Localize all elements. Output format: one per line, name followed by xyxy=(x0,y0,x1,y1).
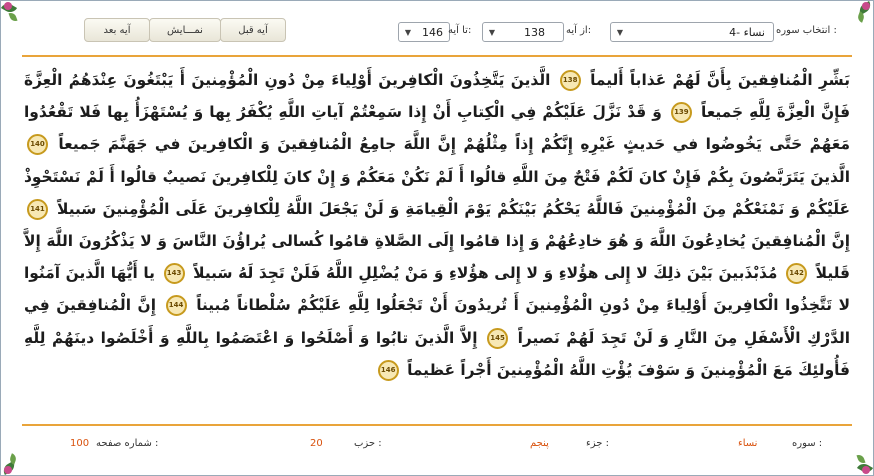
verse-text: يا أَيُّهَا الَّذينَ آمَنُوا لا تَتَّخِذُوا الْكافِرينَ أَوْلِياءَ مِنْ دُونِ الْمُؤْمِنينَ أَ تُريدُونَ أَنْ تَجْعَلُوا لِلَّهِ عَلَيْكُمْ سُلْطاناً مُبيناً xyxy=(24,264,851,315)
to-verse-value: 146 xyxy=(422,25,443,39)
show-button[interactable]: نمـــايش xyxy=(149,18,221,42)
from-verse-value: 138 xyxy=(524,25,545,39)
to-verse-select[interactable] xyxy=(398,22,450,42)
verse-text: الَّذينَ يَتَرَبَّصُونَ بِكُمْ فَإِنْ كانَ لَكُمْ فَتْحٌ مِنَ اللَّهِ قالُوا أَ لَمْ نَكُنْ مَعَكُمْ وَ إِنْ كانَ لِلْكافِرينَ نَصيبٌ قالُوا أَ لَمْ نَسْتَحْوِذْ عَلَيْكُمْ وَ نَمْنَعْكُمْ مِنَ الْمُؤْمِنينَ فَاللَّهُ يَحْكُمُ بَيْنَكُمْ يَوْمَ الْقِيامَةِ وَ لَنْ يَجْعَلَ اللَّهُ لِلْكافِرينَ عَلَى الْمُؤْمِنينَ سَبيلاً xyxy=(24,167,851,218)
from-verse-select[interactable] xyxy=(482,22,564,42)
footer-hezb-label: حزب : xyxy=(354,438,382,449)
footer-info-bar xyxy=(22,432,852,456)
toolbar xyxy=(18,10,856,54)
footer-sura-label: سوره : xyxy=(792,438,823,449)
verse-text: مُذَبْذَبينَ بَيْنَ ذلِكَ لا إِلى‏ هؤُلاءِ وَ لا إِلى‏ هؤُلاءِ وَ مَنْ يُضْلِلِ اللَّهُ فَلَنْ تَجِدَ لَهُ سَبيلاً xyxy=(193,264,778,283)
footer-page-value: 100 xyxy=(70,438,90,449)
footer-sura-value: نساء xyxy=(738,438,758,449)
verse-number-marker: 145 xyxy=(487,328,508,349)
divider-top xyxy=(22,55,852,57)
sura-select-value: 4- نساء xyxy=(729,25,765,39)
verse-text: إِلاَّ الَّذينَ تابُوا وَ أَصْلَحُوا وَ اعْتَصَمُوا بِاللَّهِ وَ أَخْلَصُوا دينَهُمْ لِلَّهِ فَأُولئِكَ مَعَ الْمُؤْمِنينَ وَ سَوْفَ يُؤْتِ اللَّهُ الْمُؤْمِنينَ أَجْراً عَظيماً xyxy=(24,328,850,379)
footer-juz-value: پنجم xyxy=(530,438,549,449)
sura-select[interactable] xyxy=(610,22,774,42)
footer-page-label: شماره صفحه : xyxy=(96,438,159,449)
verse-number-marker: 140 xyxy=(27,134,48,155)
verse-text: الَّذينَ يَتَّخِذُونَ الْكافِرينَ أَوْلِياءَ مِنْ دُونِ الْمُؤْمِنينَ أَ يَبْتَغُونَ عِنْدَهُمُ الْعِزَّةَ فَإِنَّ الْعِزَّةَ لِلَّهِ جَميعاً xyxy=(24,71,851,122)
footer-juz-label: جزء : xyxy=(586,438,609,449)
chevron-down-icon: ▼ xyxy=(616,27,624,37)
verse-text: إِنَّ الْمُنافِقينَ يُخادِعُونَ اللَّهَ وَ هُوَ خادِعُهُمْ وَ إِذا قامُوا إِلَى الصَّلاةِ قامُوا كُسالى‏ يُراؤُنَ النَّاسَ وَ لا يَذْكُرُونَ اللَّهَ إِلاَّ قَليلاً xyxy=(24,232,851,283)
verse-number-marker: 142 xyxy=(786,263,807,284)
verse-text-area xyxy=(24,64,850,420)
from-verse-label: از آيه: xyxy=(566,25,592,36)
verse-number-marker: 139 xyxy=(671,102,692,123)
verse-number-marker: 146 xyxy=(378,360,399,381)
verse-number-marker: 141 xyxy=(27,199,48,220)
verse-number-marker: 144 xyxy=(166,295,187,316)
verse-number-marker: 138 xyxy=(560,70,581,91)
verse-text: إِنَّ الْمُنافِقينَ فِي الدَّرْكِ الْأَسْفَلِ مِنَ النَّارِ وَ لَنْ تَجِدَ لَهُمْ نَصيراً xyxy=(24,296,851,347)
verse-text: وَ قَدْ نَزَّلَ عَلَيْكُمْ فِي الْكِتابِ أَنْ إِذا سَمِعْتُمْ آياتِ اللَّهِ يُكْفَرُ بِها وَ يُسْتَهْزَأُ بِها فَلا تَقْعُدُوا مَعَهُمْ حَتَّى يَخُوضُوا في‏ حَديثٍ غَيْرِهِ إِنَّكُمْ إِذاً مِثْلُهُمْ إِنَّ اللَّهَ جامِعُ الْمُنافِقينَ وَ الْكافِرينَ في‏ جَهَنَّمَ جَميعاً xyxy=(24,103,851,154)
previous-verse-button[interactable]: آيه قبل xyxy=(220,18,286,42)
sura-select-label: انتخاب سوره : xyxy=(776,25,837,36)
chevron-down-icon: ▼ xyxy=(488,27,496,37)
chevron-down-icon: ▼ xyxy=(404,27,412,37)
to-verse-label: تا آيه: xyxy=(448,25,472,36)
next-verse-button[interactable]: آيه بعد xyxy=(84,18,150,42)
verse-number-marker: 143 xyxy=(164,263,185,284)
divider-bottom xyxy=(22,424,852,426)
footer-hezb-value: 20 xyxy=(310,438,323,449)
verse-text: بَشِّرِ الْمُنافِقينَ بِأَنَّ لَهُمْ عَذاباً أَليماً xyxy=(590,71,850,89)
